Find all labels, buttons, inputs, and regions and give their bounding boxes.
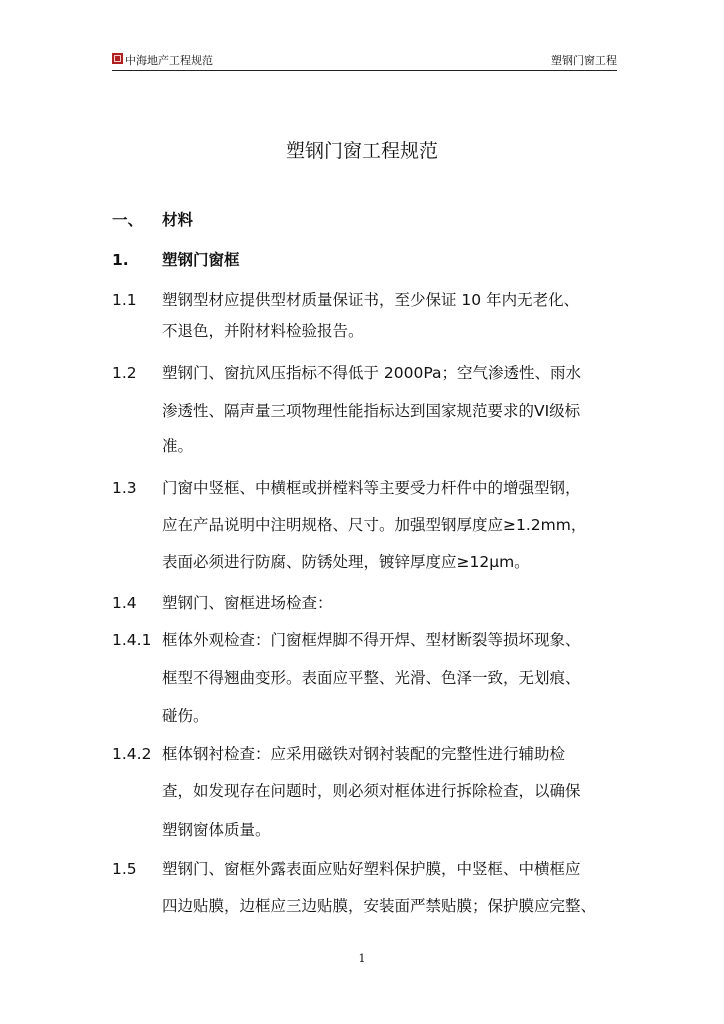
- clause-text-line: 塑钢门、窗框进场检查：: [162, 594, 333, 612]
- clause-text-line: 应在产品说明中注明规格、尺寸。加强型钢厚度应≥1.2mm，: [162, 516, 587, 534]
- clause-text-line: 塑钢门、窗框外露表面应贴好塑料保护膜，中竖框、中横框应: [162, 860, 581, 878]
- page-header: [112, 50, 617, 71]
- header-right-title: 塑钢门窗工程: [551, 54, 617, 67]
- clause-number: 1.4: [112, 594, 137, 612]
- company-logo-icon: [112, 53, 123, 64]
- clause-text-line: 框型不得翘曲变形。表面应平整、光滑、色泽一致，无划痕、: [162, 669, 581, 687]
- clause-text-line: 准。: [162, 437, 194, 455]
- section-title: 材料: [162, 211, 194, 229]
- clause-number: 1.5: [112, 860, 137, 878]
- header-left-title: 中海地产工程规范: [125, 54, 213, 67]
- clause-text-line: 查，如发现存在问题时，则必须对框体进行拆除检查，以确保: [162, 782, 581, 800]
- clause-text-line: 渗透性、隔声量三项物理性能指标达到国家规范要求的VI级标: [162, 402, 581, 420]
- subsection-number: 1.: [112, 251, 129, 269]
- clause-text-line: 碰伤。: [162, 707, 209, 725]
- clause-text-line: 门窗中竖框、中横框或拼樘料等主要受力杆件中的增强型钢，: [162, 479, 581, 497]
- clause-text-line: 框体钢衬检查：应采用磁铁对钢衬装配的完整性进行辅助检: [162, 745, 566, 763]
- document-title: 塑钢门窗工程规范: [285, 140, 438, 162]
- clause-text-line: 表面必须进行防腐、防锈处理，镀锌厚度应≥12μm。: [162, 553, 530, 571]
- clause-text-line: 四边贴膜，边框应三边贴膜，安装面严禁贴膜；保护膜应完整、: [162, 897, 597, 915]
- clause-text-line: 塑钢型材应提供型材质量保证书，至少保证 10 年内无老化、: [162, 291, 580, 309]
- clause-text-line: 塑钢窗体质量。: [162, 821, 271, 839]
- clause-number: 1.4.1: [112, 631, 152, 649]
- clause-text-line: 框体外观检查：门窗框焊脚不得开焊、型材断裂等损坏现象、: [162, 631, 581, 649]
- section-number: 一、: [112, 211, 144, 229]
- clause-text-line: 不退色，并附材料检验报告。: [162, 322, 364, 340]
- clause-number: 1.4.2: [112, 745, 152, 763]
- clause-number: 1.3: [112, 479, 137, 497]
- subsection-title: 塑钢门窗框: [162, 251, 240, 269]
- page-number: 1: [358, 952, 366, 965]
- clause-number: 1.2: [112, 364, 137, 382]
- clause-text-line: 塑钢门、窗抗风压指标不得低于 2000Pa；空气渗透性、雨水: [162, 364, 582, 382]
- clause-number: 1.1: [112, 291, 137, 309]
